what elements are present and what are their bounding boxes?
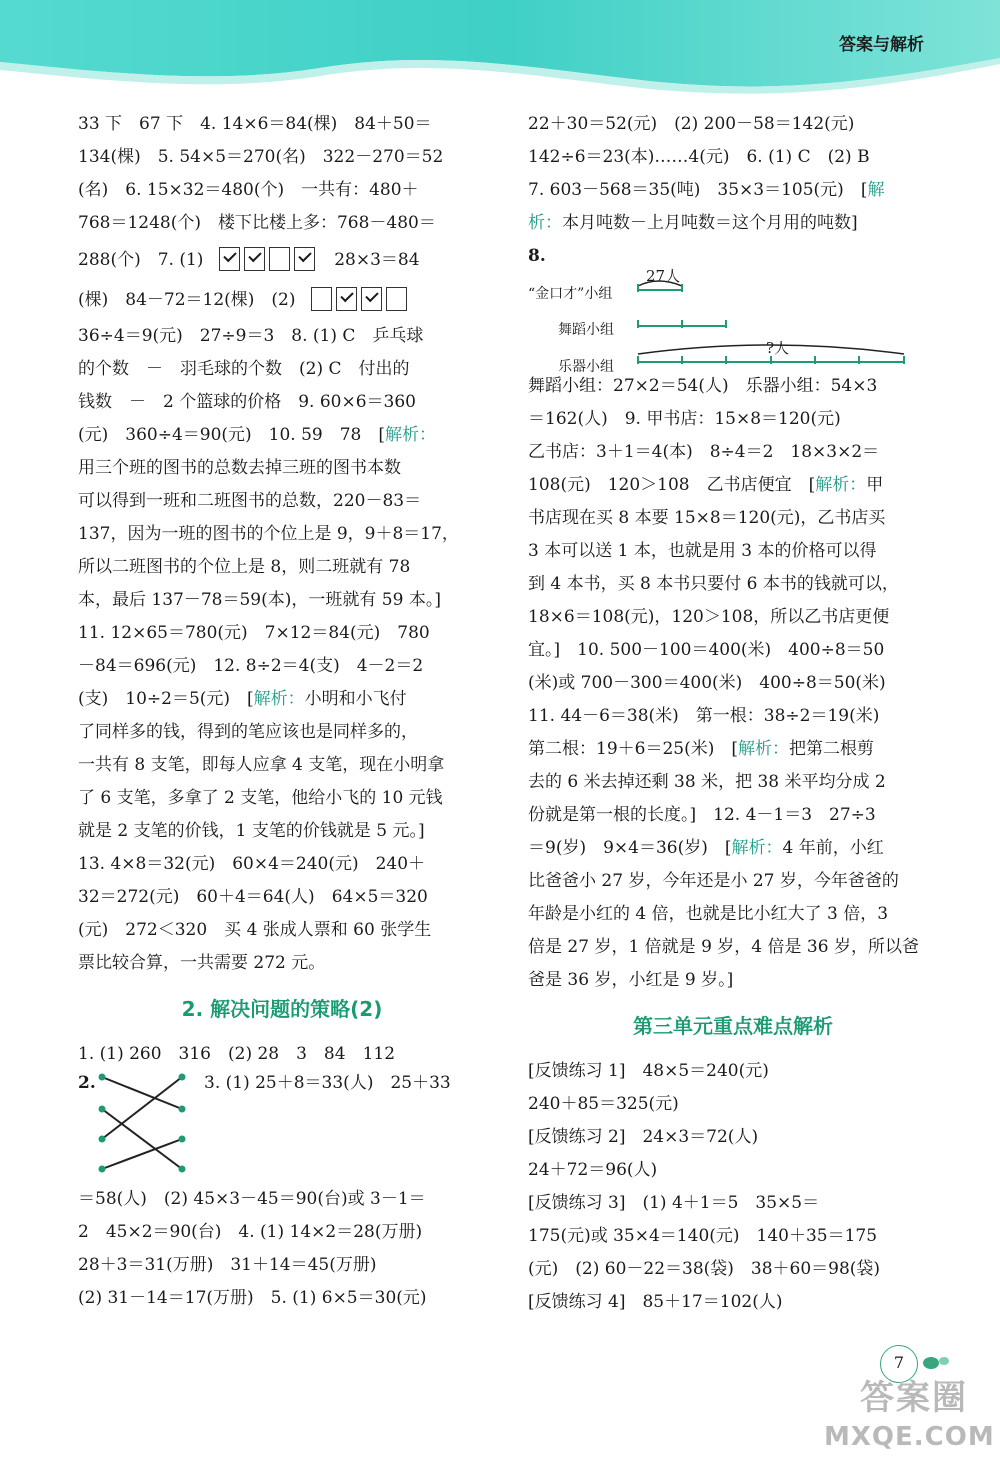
text-line: 本，最后 137－78＝59(本)，一班就有 59 本。] bbox=[78, 590, 441, 610]
text-line: 11. 44－6＝38(米) 第一根：38÷2＝19(米) bbox=[528, 706, 880, 726]
checked-box-icon bbox=[294, 247, 315, 271]
checked-box-icon bbox=[219, 247, 240, 271]
text-line: 份就是第一根的长度。] 12. 4－1＝3 27÷3 bbox=[528, 805, 876, 825]
answer-boxes-2 bbox=[311, 280, 411, 320]
text-line: [反馈练习 3] (1) 4＋1＝5 35×5＝ bbox=[528, 1193, 820, 1213]
text-line: 比爸爸小 27 岁，今年还是小 27 岁，今年爸爸的 bbox=[528, 871, 899, 891]
text-line: (元) (2) 60－22＝38(袋) 38＋60＝98(袋) bbox=[528, 1259, 881, 1279]
text-fragment: 28×3＝84 bbox=[334, 250, 420, 270]
text-line: 1. (1) 260 316 (2) 28 3 84 112 bbox=[78, 1044, 396, 1064]
text-line: 36÷4＝9(元) 27÷9＝3 8. (1) C 乒乓球 bbox=[78, 326, 424, 346]
text-line: －84＝696(元) 12. 8÷2＝4(支) 4－2＝2 bbox=[78, 656, 424, 676]
text-line: 爸是 36 岁，小红是 9 岁。] bbox=[528, 970, 734, 990]
text-line: 18×6＝108(元)，120＞108，所以乙书店更便 bbox=[528, 607, 890, 627]
matching-lines bbox=[98, 1071, 208, 1183]
segment-bars bbox=[528, 240, 948, 370]
text-line: 240＋85＝325(元) bbox=[528, 1094, 679, 1114]
analysis-label: 解析： bbox=[253, 689, 305, 709]
text-line: 134(棵) 5. 54×5＝270(名) 322－270＝52 bbox=[78, 147, 444, 167]
group-label-eloquence: “金口才”小组 bbox=[528, 286, 613, 302]
page-number: 7 bbox=[880, 1345, 918, 1383]
text-fragment: 甲 bbox=[866, 475, 884, 495]
text-line: 到 4 本书，买 8 本书只要付 6 本书的钱就可以， bbox=[528, 574, 899, 594]
text-line: 舞蹈小组：27×2＝54(人) 乐器小组：54×3 bbox=[528, 376, 878, 396]
empty-box-icon bbox=[386, 287, 407, 311]
section-title-strategy: 2. 解决问题的策略(2) bbox=[181, 997, 383, 1021]
text-line-q7-1 bbox=[78, 240, 486, 280]
checked-box-icon bbox=[244, 247, 265, 271]
text-fragment: 把第二根剪 bbox=[788, 739, 874, 759]
text-fragment: 本月吨数－上月吨数＝这个月用的吨数] bbox=[562, 213, 858, 233]
empty-box-icon bbox=[311, 287, 332, 311]
text-line: 22＋30＝52(元) (2) 200－58＝142(元) bbox=[528, 114, 855, 134]
text-line: (2) 31－14＝17(万册) 5. (1) 6×5＝30(元) bbox=[78, 1288, 427, 1308]
text-line: 了 6 支笔，多拿了 2 支笔，他给小飞的 10 元钱 bbox=[78, 788, 443, 808]
analysis-label: 解析： bbox=[737, 739, 789, 759]
text-line: 13. 4×8＝32(元) 60×4＝240(元) 240＋ bbox=[78, 854, 426, 874]
text-line: 33 下 67 下 4. 14×6＝84(棵) 84＋50＝ bbox=[78, 114, 432, 134]
text-line-q12 bbox=[528, 832, 938, 865]
text-line: 年龄是小红的 4 倍，也就是比小红大了 3 倍，3 bbox=[528, 904, 889, 924]
analysis-label: 解 bbox=[867, 180, 885, 200]
text-line: 宜。] 10. 500－100＝400(米) 400÷8＝50 bbox=[528, 640, 885, 660]
text-line: 乙书店：3＋1＝4(本) 8÷4＝2 18×3×2＝ bbox=[528, 442, 880, 462]
text-line: [反馈练习 2] 24×3＝72(人) bbox=[528, 1127, 759, 1147]
text-fragment: 第二根：19＋6＝25(米) [ bbox=[528, 739, 738, 759]
text-line-q11 bbox=[528, 733, 938, 766]
text-line-q9 bbox=[528, 469, 938, 502]
question-number: 8. bbox=[528, 246, 546, 266]
text-line: 3 本可以送 1 本，也就是用 3 本的价格可以得 bbox=[528, 541, 877, 561]
text-line: 32＝272(元) 60＋4＝64(人) 64×5＝320 bbox=[78, 887, 428, 907]
text-line: (元) 272＜320 买 4 张成人票和 60 张学生 bbox=[78, 920, 432, 940]
text-line-q12 bbox=[78, 683, 486, 716]
text-line: 书店现在买 8 本要 15×8＝120(元)，乙书店买 bbox=[528, 508, 886, 528]
text-line: 24＋72＝96(人) bbox=[528, 1160, 658, 1180]
value-label-unknown: ?人 bbox=[766, 339, 790, 357]
text-fragment: (元) 360÷4＝90(元) 10. 59 78 [ bbox=[78, 425, 386, 445]
text-line: 28＋3＝31(万册) 31＋14＝45(万册) bbox=[78, 1255, 377, 1275]
analysis-label: 解析： bbox=[731, 838, 783, 858]
left-column bbox=[78, 108, 486, 1315]
text-line-q7-2 bbox=[78, 280, 486, 320]
watermark-mark: 答案圈 bbox=[860, 1378, 968, 1418]
matching-diagram bbox=[78, 1071, 486, 1183]
answer-boxes-1 bbox=[219, 240, 319, 280]
group-label-dance: 舞蹈小组 bbox=[558, 322, 614, 338]
watermark-url: MXQE.COM bbox=[824, 1422, 995, 1452]
text-fragment: 小明和小飞付 bbox=[304, 689, 407, 709]
text-fragment: 7. 603－568＝35(吨) 35×3＝105(元) [ bbox=[528, 180, 868, 200]
text-line: 768＝1248(个) 楼下比楼上多：768－480＝ bbox=[78, 213, 436, 233]
checked-box-icon bbox=[336, 287, 357, 311]
text-line: 所以二班图书的个位上是 8，则二班就有 78 bbox=[78, 557, 411, 577]
checked-box-icon bbox=[361, 287, 382, 311]
text-line-q7b bbox=[528, 207, 938, 240]
text-line: 一共有 8 支笔，即每人应拿 4 支笔，现在小明拿 bbox=[78, 755, 445, 775]
text-line: 倍是 27 岁，1 倍就是 9 岁，4 倍是 36 岁，所以爸 bbox=[528, 937, 919, 957]
text-line: 了同样多的钱，得到的笔应该也是同样多的， bbox=[78, 722, 418, 742]
question-number: 2. bbox=[78, 1073, 96, 1093]
text-line: 的个数 － 羽毛球的个数 (2) C 付出的 bbox=[78, 359, 410, 379]
text-line: [反馈练习 1] 48×5＝240(元) bbox=[528, 1061, 769, 1081]
group-label-instrument: 乐器小组 bbox=[558, 359, 614, 375]
section-title-unit3: 第三单元重点难点解析 bbox=[633, 1014, 833, 1038]
line-segment-diagram bbox=[528, 240, 938, 375]
text-line: 175(元)或 35×4＝140(元) 140＋35＝175 bbox=[528, 1226, 878, 1246]
right-column bbox=[528, 108, 938, 1319]
header-wave-band bbox=[0, 0, 1000, 110]
text-fragment: ＝9(岁) 9×4＝36(岁) [ bbox=[528, 838, 732, 858]
analysis-label: 解析： bbox=[385, 425, 437, 445]
text-fragment: 4 年前，小红 bbox=[782, 838, 884, 858]
watermark bbox=[820, 1370, 995, 1455]
text-line: 142÷6＝23(本)……4(元) 6. (1) C (2) B bbox=[528, 147, 870, 167]
text-line: 137，因为一班的图书的个位上是 9，9＋8＝17， bbox=[78, 524, 459, 544]
text-line-q7 bbox=[528, 174, 938, 207]
value-label-27: 27人 bbox=[646, 267, 681, 285]
text-line: ＝162(人) 9. 甲书店：15×8＝120(元) bbox=[528, 409, 841, 429]
text-line: ＝58(人) (2) 45×3－45＝90(台)或 3－1＝ bbox=[78, 1189, 426, 1209]
text-fragment: (棵) 84－72＝12(棵) (2) bbox=[78, 290, 296, 310]
analysis-label: 析： bbox=[528, 213, 562, 233]
text-fragment: (支) 10÷2＝5(元) [ bbox=[78, 689, 254, 709]
text-line-q10 bbox=[78, 419, 486, 452]
text-line: [反馈练习 4] 85＋17＝102(人) bbox=[528, 1292, 783, 1312]
text-line: 可以得到一班和二班图书的总数，220－83＝ bbox=[78, 491, 422, 511]
text-line: 3. (1) 25＋8＝33(人) 25＋33 bbox=[204, 1073, 451, 1093]
text-line: (名) 6. 15×32＝480(个) 一共有：480＋ bbox=[78, 180, 419, 200]
text-line: 钱数 － 2 个篮球的价格 9. 60×6＝360 bbox=[78, 392, 416, 412]
text-fragment: 288(个) 7. (1) bbox=[78, 250, 204, 270]
empty-box-icon bbox=[269, 247, 290, 271]
text-line: 用三个班的图书的总数去掉三班的图书本数 bbox=[78, 458, 401, 478]
text-line: (米)或 700－300＝400(米) 400÷8＝50(米) bbox=[528, 673, 886, 693]
header-title: 答案与解析 bbox=[839, 35, 924, 55]
text-line: 票比较合算，一共需要 272 元。 bbox=[78, 953, 326, 973]
text-line: 去的 6 米去掉还剩 38 米，把 38 米平均分成 2 bbox=[528, 772, 886, 792]
text-fragment: 108(元) 120＞108 乙书店便宜 [ bbox=[528, 475, 816, 495]
analysis-label: 解析： bbox=[815, 475, 867, 495]
text-line: 11. 12×65＝780(元) 7×12＝84(元) 780 bbox=[78, 623, 430, 643]
text-line: 就是 2 支笔的价钱，1 支笔的价钱就是 5 元。] bbox=[78, 821, 425, 841]
text-line: 2 45×2＝90(台) 4. (1) 14×2＝28(万册) bbox=[78, 1222, 423, 1242]
